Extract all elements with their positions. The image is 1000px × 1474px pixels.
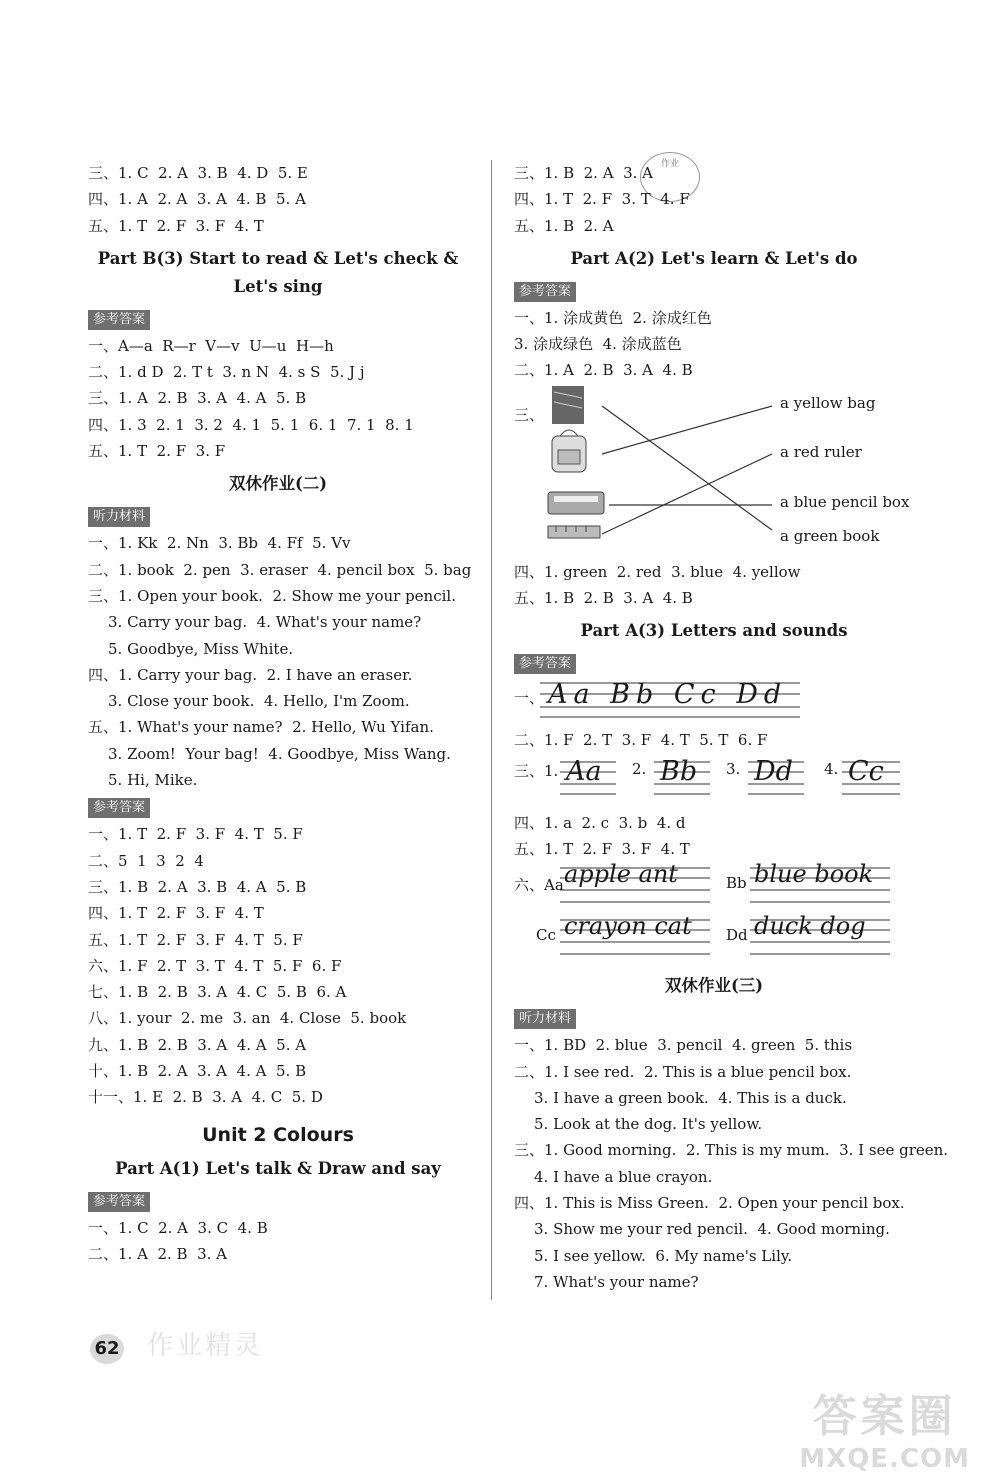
handwriting-text: Bb [660, 755, 698, 787]
answer-line: 一、1. C 2. A 3. C 4. B [88, 1218, 268, 1237]
answer-line: 八、1. your 2. me 3. an 4. Close 5. book [88, 1009, 407, 1028]
listening-block [88, 530, 472, 793]
answer-line: 三、1. B 2. A 3. B 4. A 5. B [88, 877, 307, 896]
handwriting-box [842, 755, 900, 798]
handwriting-text: Cc [848, 755, 884, 787]
handwriting-row [514, 862, 914, 914]
section-heading [88, 245, 468, 301]
answer-line: 一、1. BD 2. blue 3. pencil 4. green 5. this [514, 1036, 853, 1055]
answer-line: 3. Show me your red pencil. 4. Good morning. [534, 1220, 890, 1239]
handwriting-box [540, 677, 800, 721]
handwriting-text: Aa [566, 755, 602, 787]
answer-line: 一、A—a R—r V—v U—u H—h [88, 336, 334, 355]
answer-line: 五、1. What's your name? 2. Hello, Wu Yifan. [88, 718, 434, 737]
ruler-icon [548, 526, 600, 538]
answer-line: 3. Carry your bag. 4. What's your name? [108, 613, 422, 632]
match-word: a blue pencil box [780, 492, 910, 511]
listening-block [514, 1032, 949, 1295]
question-number: 2. [632, 759, 647, 778]
answers-label: 参考答案 [88, 798, 150, 818]
right-column [514, 160, 949, 1295]
answer-line: 二、1. A 2. B 3. A 4. B [514, 361, 693, 380]
page-footer [90, 1325, 263, 1364]
answer-line: 5. Goodbye, Miss White. [108, 639, 294, 658]
answer-line: 四、1. Carry your bag. 2. I have an eraser. [88, 665, 413, 684]
answer-line: 一、1. T 2. F 3. F 4. T 5. F [88, 825, 303, 844]
heading-line: Part B(3) Start to read & Let's check & [97, 248, 459, 268]
answer-block [514, 559, 914, 612]
match-word: a green book [780, 526, 880, 545]
answer-block [514, 810, 914, 863]
answer-line: 十、1. B 2. A 3. A 4. A 5. B [88, 1062, 307, 1081]
question-number: 三、1. [514, 761, 559, 780]
answer-line: 7. What's your name? [534, 1272, 699, 1291]
section-heading: Part A(2) Let's learn & Let's do [570, 248, 858, 268]
answers-label: 参考答案 [88, 1192, 150, 1212]
handwriting-text: Aa Bb Cc Dd [548, 679, 788, 711]
answer-line: 三、1. A 2. B 3. A 4. A 5. B [88, 389, 307, 408]
stamp-mark: 作业 [640, 152, 700, 202]
answer-line: 二、1. book 2. pen 3. eraser 4. pencil box 5. bag [88, 560, 472, 579]
answer-line: 一、1. 涂成黄色 2. 涂成红色 [514, 308, 712, 327]
answer-block [514, 160, 914, 239]
handwriting-row [514, 914, 914, 966]
answers-label: 参考答案 [514, 282, 576, 302]
answer-line: 五、1. T 2. F 3. F 4. T [88, 216, 264, 235]
answer-line: 3. 涂成绿色 4. 涂成蓝色 [514, 335, 682, 354]
answer-line: 四、1. 3 2. 1 3. 2 4. 1 5. 1 6. 1 7. 1 8. 1 [88, 415, 414, 434]
answer-line: 九、1. B 2. B 3. A 4. A 5. A [88, 1035, 307, 1054]
question-number: 六、Aa [514, 876, 564, 895]
answer-line: 二、1. F 2. T 3. F 4. T 5. T 6. F [514, 731, 768, 750]
handwriting-text: duck dog [754, 912, 866, 941]
answer-line: 四、1. This is Miss Green. 2. Open your pencil box. [514, 1194, 905, 1213]
column-divider [491, 160, 492, 1300]
watermark-line: 答案圈 [812, 1391, 957, 1442]
answer-line: 七、1. B 2. B 3. A 4. C 5. B 6. A [88, 983, 347, 1002]
question-number: Dd [726, 926, 748, 945]
answer-line: 二、1. I see red. 2. This is a blue pencil box. [514, 1062, 852, 1081]
question-number: 3. [726, 759, 741, 778]
question-number: 4. [824, 759, 839, 778]
answer-line: 五、1. B 2. B 3. A 4. B [514, 589, 693, 608]
handwriting-text: Dd [754, 755, 793, 787]
section-heading: 双休作业(三) [664, 976, 764, 996]
handwriting-box [560, 860, 710, 906]
bag-icon [552, 430, 586, 472]
answer-line: 二、1. d D 2. T t 3. n N 4. s S 5. J j [88, 363, 365, 382]
handwriting-box [748, 755, 804, 798]
page-number: 62 [90, 1334, 124, 1364]
answer-line: 五、1. B 2. A [514, 216, 614, 235]
handwriting-box [560, 755, 616, 798]
heading-line: Let's sing [233, 276, 323, 296]
question-number: 三、 [514, 405, 545, 424]
answer-line: 四、1. green 2. red 3. blue 4. yellow [514, 562, 801, 581]
left-column [88, 160, 472, 1267]
matching-exercise [514, 384, 914, 559]
watermark [799, 1380, 970, 1474]
watermark-line: MXQE.COM [799, 1444, 970, 1474]
answer-line: 三、1. C 2. A 3. B 4. D 5. E [88, 164, 308, 182]
handwriting-box [560, 912, 710, 958]
answer-line: 四、1. a 2. c 3. b 4. d [514, 813, 686, 832]
book-icon [552, 386, 584, 424]
brand-mark: 作业精灵 [147, 1331, 264, 1361]
answer-block [514, 305, 914, 384]
section-heading: Part A(1) Let's talk & Draw and say [115, 1158, 441, 1178]
answer-block [88, 333, 468, 464]
answer-line: 四、1. T 2. F 3. F 4. T [88, 904, 264, 923]
answer-line: 三、1. Open your book. 2. Show me your pencil. [88, 586, 456, 605]
answer-line: 三、1. B 2. A 3. A [514, 164, 653, 182]
section-heading: 双休作业(二) [228, 474, 328, 494]
listening-label: 听力材料 [514, 1009, 576, 1029]
answer-line: 四、1. A 2. A 3. A 4. B 5. A [88, 190, 306, 209]
answer-line: 五、1. T 2. F 3. F 4. T [514, 839, 690, 858]
answer-line: 四、1. T 2. F 3. T 4. F [514, 190, 690, 209]
match-word: a red ruler [780, 442, 862, 461]
answer-line: 3. I have a green book. 4. This is a duck. [534, 1088, 847, 1107]
match-word: a yellow bag [780, 393, 876, 412]
listening-label: 听力材料 [88, 507, 150, 527]
question-number: Bb [726, 874, 747, 893]
section-heading: Part A(3) Letters and sounds [580, 621, 848, 641]
answer-line: 5. I see yellow. 6. My name's Lily. [534, 1246, 793, 1265]
handwriting-text: apple ant [564, 860, 678, 889]
answer-line: 五、1. T 2. F 3. F 4. T 5. F [88, 930, 303, 949]
answer-line: 二、1. A 2. B 3. A [88, 1244, 227, 1263]
answer-line: 十一、1. E 2. B 3. A 4. C 5. D [88, 1088, 323, 1107]
handwriting-box [750, 860, 890, 906]
handwriting-text: blue book [754, 860, 874, 889]
question-number: 一、 [514, 689, 545, 708]
answer-line: 二、5 1 3 2 4 [88, 851, 204, 870]
answers-label: 参考答案 [514, 654, 576, 674]
answer-block [88, 1215, 468, 1268]
answers-label: 参考答案 [88, 310, 150, 330]
answer-line: 5. Look at the dog. It's yellow. [534, 1115, 763, 1134]
handwriting-text: crayon cat [564, 912, 692, 941]
handwriting-row [514, 677, 914, 727]
answer-block [88, 821, 468, 1110]
answer-block [88, 160, 468, 239]
unit-title: Unit 2 Colours [202, 1123, 354, 1146]
answer-line: 一、1. Kk 2. Nn 3. Bb 4. Ff 5. Vv [88, 534, 351, 553]
handwriting-box [654, 755, 710, 798]
question-number: Cc [536, 926, 556, 945]
answer-line: 五、1. T 2. F 3. F [88, 442, 226, 461]
answer-line: 3. Close your book. 4. Hello, I'm Zoom. [108, 692, 410, 711]
answer-line: 3. Zoom! Your bag! 4. Goodbye, Miss Wang. [108, 744, 451, 763]
pencil-box-icon [548, 492, 604, 514]
answer-line: 六、1. F 2. T 3. T 4. T 5. F 6. F [88, 956, 342, 975]
handwriting-row [514, 754, 914, 810]
handwriting-box [750, 912, 890, 958]
answer-line: 5. Hi, Mike. [108, 771, 198, 790]
answer-line: 4. I have a blue crayon. [534, 1167, 713, 1186]
answer-line: 三、1. Good morning. 2. This is my mum. 3. I see green. [514, 1141, 949, 1160]
